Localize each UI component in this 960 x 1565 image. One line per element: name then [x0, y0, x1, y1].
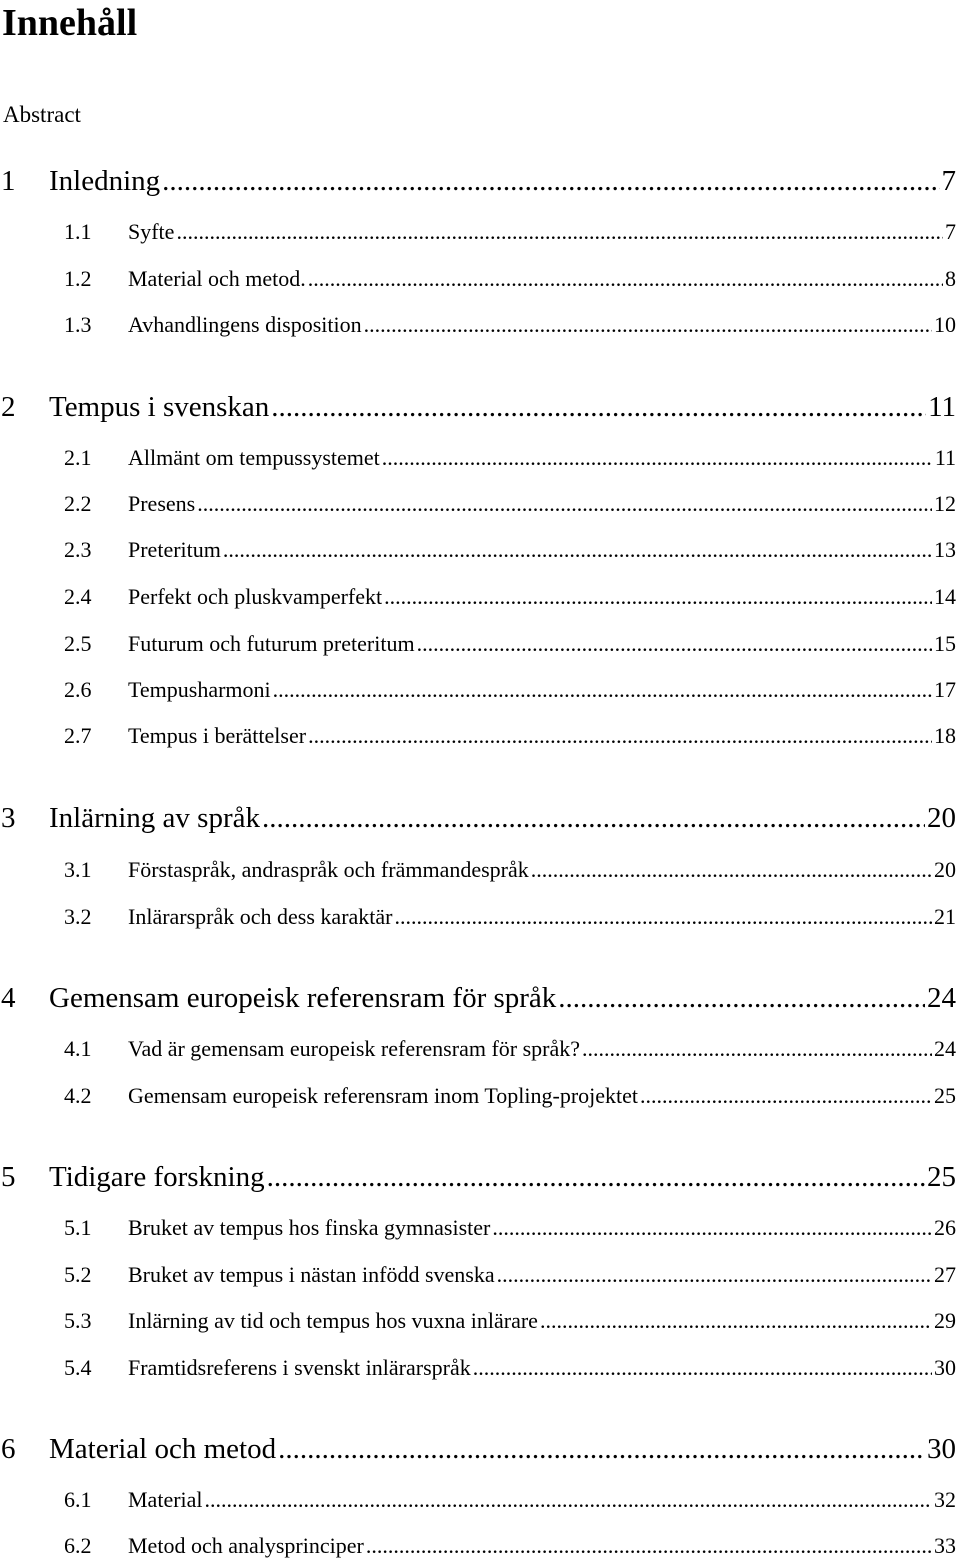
toc-entry-page-number: 32 [934, 1487, 956, 1512]
toc-entry-page-number: 25 [927, 1161, 956, 1193]
toc-entry-label: Bruket av tempus i nästan infödd svenska [128, 1262, 495, 1287]
toc-entry-page-number: 14 [934, 584, 956, 609]
toc-entry-number: 4.2 [64, 1083, 92, 1108]
toc-dot-leader [364, 311, 932, 339]
toc-entry-number: 3 [1, 802, 16, 834]
toc-dot-leader [308, 722, 932, 750]
toc-entry-label: Tempus i berättelser [128, 723, 307, 748]
toc-entry-label: Presens [128, 491, 196, 516]
toc-entry-page-number: 21 [934, 904, 956, 929]
toc-entry-label: Metod och analysprinciper [128, 1533, 364, 1558]
toc-dot-leader [531, 856, 932, 884]
toc-entry-page-number: 24 [934, 1036, 956, 1061]
toc-entry-label: Material [128, 1487, 203, 1512]
toc-entry-number: 5.2 [64, 1262, 92, 1287]
toc-section-entry[interactable] [0, 676, 956, 704]
toc-entry-page-number: 7 [941, 165, 956, 197]
toc-section-entry[interactable] [0, 1532, 956, 1560]
toc-chapter-entry[interactable] [0, 1159, 956, 1195]
toc-entry-page-number: 20 [927, 802, 956, 834]
toc-entry-label: Gemensam europeisk referensram inom Topling-projektet [128, 1083, 639, 1108]
toc-dot-leader [278, 1431, 925, 1467]
toc-entry-page-number: 12 [934, 491, 956, 516]
toc-dot-leader [205, 1486, 932, 1514]
toc-entry-page-number: 15 [934, 631, 956, 656]
toc-entry-label: Inlärarspråk och dess karaktär [128, 904, 393, 929]
toc-entry-label: Förstaspråk, andraspråk och främmandespråk [128, 857, 529, 882]
toc-entry-label: Avhandlingens disposition [128, 312, 362, 337]
toc-section-entry[interactable] [0, 1261, 956, 1289]
toc-entry-number: 6.2 [64, 1533, 92, 1558]
toc-dot-leader [176, 218, 943, 246]
page-title: Innehåll [2, 2, 138, 44]
toc-section-entry[interactable] [0, 490, 956, 518]
toc-section-entry[interactable] [0, 218, 956, 246]
toc-section-entry[interactable] [0, 1307, 956, 1335]
toc-entry-label: Material och metod. [128, 266, 306, 291]
toc-entry-number: 2.5 [64, 631, 92, 656]
toc-dot-leader [271, 389, 926, 425]
toc-dot-leader [366, 1532, 932, 1560]
toc-entry-page-number: 11 [928, 391, 956, 423]
toc-section-entry[interactable] [0, 1082, 956, 1110]
toc-entry-number: 5.4 [64, 1355, 92, 1380]
toc-entry-label: Futurum och futurum preteritum [128, 631, 415, 656]
toc-entry-page-number: 30 [927, 1433, 956, 1465]
toc-dot-leader [558, 980, 925, 1016]
toc-entry-label: Framtidsreferens i svenskt inlärarspråk [128, 1355, 471, 1380]
toc-entry-number: 1.2 [64, 266, 92, 291]
toc-dot-leader [640, 1082, 932, 1110]
toc-entry-page-number: 8 [945, 266, 956, 291]
toc-entry-label: Tidigare forskning [49, 1161, 265, 1193]
toc-entry-page-number: 7 [945, 219, 956, 244]
toc-dot-leader [540, 1307, 932, 1335]
toc-entry-page-number: 13 [934, 537, 956, 562]
toc-entry-page-number: 10 [934, 312, 956, 337]
toc-section-entry[interactable] [0, 265, 956, 293]
toc-entry-page-number: 11 [934, 445, 956, 470]
toc-entry-number: 6.1 [64, 1487, 92, 1512]
toc-dot-leader [273, 676, 932, 704]
toc-section-entry[interactable] [0, 722, 956, 750]
toc-entry-label: Syfte [128, 219, 175, 244]
toc-section-entry[interactable] [0, 311, 956, 339]
toc-entry-label: Perfekt och pluskvamperfekt [128, 584, 383, 609]
toc-entry-number: 5 [1, 1161, 16, 1193]
toc-chapter-entry[interactable] [0, 800, 956, 836]
toc-dot-leader [308, 265, 943, 293]
toc-dot-leader [162, 163, 939, 199]
toc-entry-label: Inlärning av språk [49, 802, 260, 834]
toc-entry-number: 2.2 [64, 491, 92, 516]
toc-section-entry[interactable] [0, 1214, 956, 1242]
toc-entry-page-number: 17 [934, 677, 956, 702]
toc-entry-number: 5.3 [64, 1308, 92, 1333]
toc-entry-number: 4 [1, 982, 16, 1014]
toc-entry-number: 2 [1, 391, 16, 423]
toc-chapter-entry[interactable] [0, 980, 956, 1016]
toc-dot-leader [382, 444, 933, 472]
toc-entry-page-number: 20 [934, 857, 956, 882]
toc-chapter-entry[interactable] [0, 163, 956, 199]
toc-entry-number: 2.3 [64, 537, 92, 562]
toc-dot-leader [473, 1354, 932, 1382]
toc-dot-leader [223, 536, 932, 564]
toc-entry-number: 6 [1, 1433, 16, 1465]
toc-entry-number: 3.1 [64, 857, 92, 882]
toc-entry-page-number: 18 [934, 723, 956, 748]
toc-entry-label: Gemensam europeisk referensram för språk [49, 982, 557, 1014]
toc-dot-leader [497, 1261, 932, 1289]
toc-entry-number: 3.2 [64, 904, 92, 929]
toc-entry-number: 2.6 [64, 677, 92, 702]
toc-entry-number: 5.1 [64, 1215, 92, 1240]
toc-section-entry[interactable] [0, 583, 956, 611]
toc-dot-leader [262, 800, 925, 836]
toc-entry-label: Inledning [49, 165, 161, 197]
toc-entry-number: 2.4 [64, 584, 92, 609]
toc-dot-leader [492, 1214, 932, 1242]
toc-entry-page-number: 33 [934, 1533, 956, 1558]
toc-entry-number: 1 [1, 165, 16, 197]
toc-entry-number: 4.1 [64, 1036, 92, 1061]
toc-dot-leader [197, 490, 932, 518]
toc-dot-leader [394, 903, 932, 931]
toc-entry-label: Allmänt om tempussystemet [128, 445, 380, 470]
toc-entry-label: Bruket av tempus hos finska gymnasister [128, 1215, 491, 1240]
toc-entry-number: 2.7 [64, 723, 92, 748]
toc-entry-page-number: 30 [934, 1355, 956, 1380]
toc-section-entry[interactable] [0, 630, 956, 658]
toc-entry-number: 1.1 [64, 219, 92, 244]
toc-entry-page-number: 29 [934, 1308, 956, 1333]
toc-chapter-entry[interactable] [0, 389, 956, 425]
toc-section-entry[interactable] [0, 1354, 956, 1382]
toc-entry-page-number: 26 [934, 1215, 956, 1240]
toc-dot-leader [384, 583, 932, 611]
toc-section-entry[interactable] [0, 444, 956, 472]
toc-entry-label: Tempusharmoni [128, 677, 271, 702]
toc-entry-label: Inlärning av tid och tempus hos vuxna inlärare [128, 1308, 538, 1333]
toc-section-entry[interactable] [0, 536, 956, 564]
toc-entry-label: Tempus i svenskan [49, 391, 270, 423]
toc-section-entry[interactable] [0, 903, 956, 931]
toc-dot-leader [417, 630, 932, 658]
toc-section-entry[interactable] [0, 1035, 956, 1063]
toc-entry-label: Vad är gemensam europeisk referensram för språk? [128, 1036, 581, 1061]
toc-dot-leader [267, 1159, 925, 1195]
toc-entry-number: 1.3 [64, 312, 92, 337]
toc-entry-label: Material och metod [49, 1433, 277, 1465]
toc-entry-page-number: 24 [927, 982, 956, 1014]
toc-chapter-entry[interactable] [0, 1431, 956, 1467]
toc-entry-page-number: 25 [934, 1083, 956, 1108]
toc-entry-label: Preteritum [128, 537, 221, 562]
toc-entry-page-number: 27 [934, 1262, 956, 1287]
toc-section-entry[interactable] [0, 1486, 956, 1514]
toc-entry-number: 2.1 [64, 445, 92, 470]
toc-section-entry[interactable] [0, 856, 956, 884]
toc-abstract-entry[interactable]: Abstract [3, 102, 81, 127]
toc-dot-leader [582, 1035, 932, 1063]
